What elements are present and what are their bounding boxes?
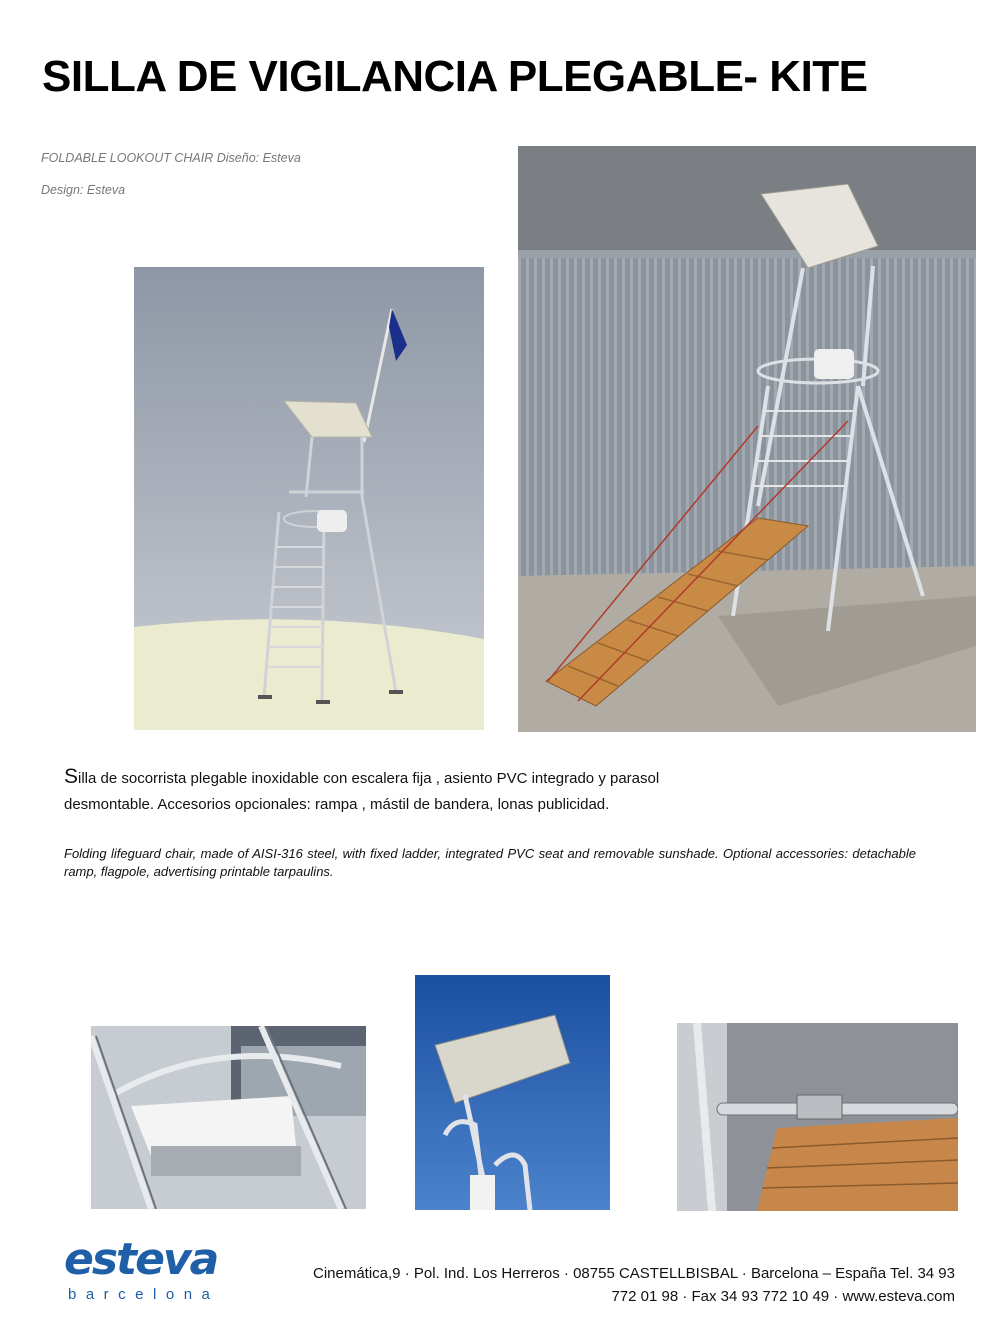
description-spanish (64, 764, 794, 818)
description-english: Folding lifeguard chair, made of AISI-316 steel, with fixed ladder, integrated PVC seat and removable sunshade. Optional accessories: detachable ramp, flagpole, advertising printable tarpaulins. (64, 846, 916, 879)
chair-render-image (134, 267, 484, 730)
subtitle-design: FOLDABLE LOOKOUT CHAIR Diseño: Esteva (41, 151, 301, 165)
description-es-line1: illa de socorrista plegable inoxidable con escalera fija , asiento PVC integrado y parasol (78, 770, 660, 787)
seat-detail-photo (91, 1026, 366, 1209)
description-initial: S (64, 765, 79, 788)
logo-subtitle: barcelona (68, 1286, 220, 1303)
logo-wordmark: esteva (64, 1234, 218, 1285)
description-es-line2: desmontable. Accesorios opcionales: rampa , mástil de bandera, lonas publicidad. (64, 796, 610, 813)
footer-address-line1: Cinemática,9 · Pol. Ind. Los Herreros · 08755 CASTELLBISBAL · Barcelona – España Tel. 34 93 (312, 1265, 955, 1282)
ramp-hinge-detail-photo (677, 1023, 958, 1211)
chair-photo-with-ramp (518, 146, 976, 732)
sunshade-detail-photo (415, 975, 610, 1210)
page-title: SILLA DE VIGILANCIA PLEGABLE- KITE (42, 52, 868, 101)
esteva-logo (64, 1234, 236, 1308)
footer-address (235, 1262, 955, 1308)
footer-address-line2: 772 01 98 · Fax 34 93 772 10 49 · www.esteva.com (611, 1288, 955, 1305)
subtitle-design-en: Design: Esteva (41, 183, 126, 197)
